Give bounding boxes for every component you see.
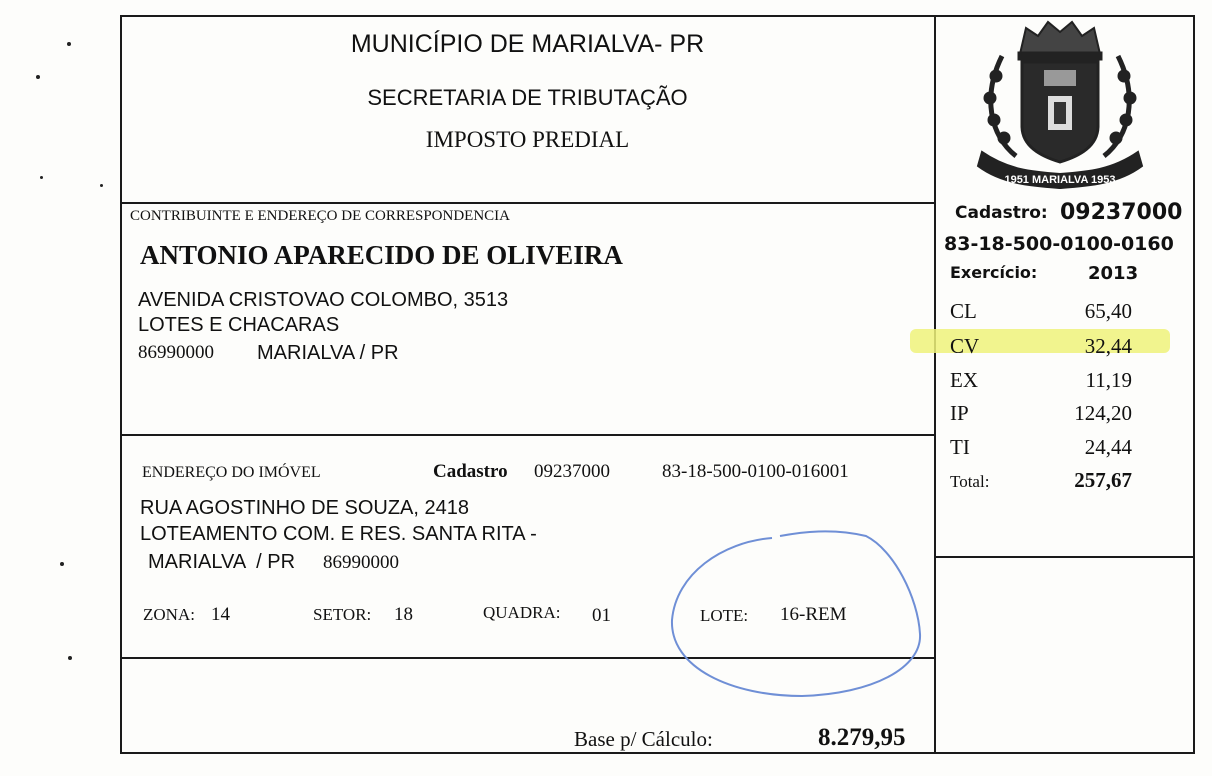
summary-row-value: 24,44: [1084, 435, 1132, 459]
summary-cadastro-label: Cadastro:: [955, 203, 1048, 223]
summary-row-value: 124,20: [1074, 401, 1132, 425]
summary-total-label: Total:: [950, 472, 990, 491]
scan-speck: [67, 42, 71, 46]
quadra-value: 01: [592, 605, 611, 626]
lote-label: LOTE:: [700, 606, 749, 625]
summary-row-value: 65,40: [1084, 299, 1132, 323]
row-divider-2: [120, 434, 935, 436]
frame-left: [120, 15, 122, 753]
property-cadastro-value: 09237000: [534, 461, 610, 482]
property-address-line2: LOTEAMENTO COM. E RES. SANTA RITA -: [140, 523, 537, 545]
taxpayer-section-label: CONTRIBUINTE E ENDEREÇO DE CORRESPONDENCIA: [130, 208, 510, 224]
scan-speck: [36, 75, 40, 79]
row-divider-1: [120, 202, 935, 204]
quadra-label: QUADRA:: [483, 603, 561, 622]
taxpayer-city: MARIALVA / PR: [257, 342, 399, 364]
property-code: 83-18-500-0100-016001: [662, 461, 849, 482]
lote-value: 16-REM: [780, 604, 847, 625]
right-divider: [934, 556, 1195, 558]
department-title: SECRETARIA DE TRIBUTAÇÃO: [367, 85, 688, 110]
summary-row-label: TI: [950, 435, 970, 459]
summary-code: 83-18-500-0100-0160: [944, 233, 1174, 255]
frame-bottom: [120, 752, 1195, 754]
setor-value: 18: [394, 604, 413, 625]
summary-row-label: IP: [950, 401, 969, 425]
taxpayer-address-line1: AVENIDA CRISTOVAO COLOMBO, 3513: [138, 289, 509, 311]
setor-label: SETOR:: [313, 605, 372, 624]
scan-speck: [68, 656, 72, 660]
scan-speck: [40, 176, 43, 179]
taxpayer-name: ANTONIO APARECIDO DE OLIVEIRA: [140, 240, 623, 270]
column-divider: [934, 15, 936, 753]
summary-total-value: 257,67: [1074, 468, 1132, 492]
property-city: MARIALVA / PR: [148, 551, 296, 573]
summary-row-label: EX: [950, 368, 978, 392]
scan-speck: [60, 562, 64, 566]
zona-value: 14: [211, 604, 230, 625]
taxpayer-cep: 86990000: [138, 342, 214, 363]
property-section-label: ENDEREÇO DO IMÓVEL: [142, 464, 321, 481]
summary-cadastro-value: 09237000: [1060, 200, 1183, 225]
tax-type-title: IMPOSTO PREDIAL: [425, 127, 630, 152]
emblem-ribbon-text: 1951 MARIALVA 1953: [1004, 174, 1116, 186]
property-cadastro-label: Cadastro: [433, 461, 508, 482]
pen-circle-mark: [662, 528, 932, 708]
base-label: Base p/ Cálculo:: [574, 727, 713, 751]
summary-row-label: CL: [950, 299, 977, 323]
summary-row-value: 11,19: [1085, 368, 1132, 392]
frame-right: [1193, 15, 1195, 753]
summary-row-label: CV: [950, 334, 980, 358]
base-value: 8.279,95: [818, 724, 906, 751]
summary-exercicio-label: Exercício:: [950, 263, 1038, 282]
property-cep: 86990000: [323, 552, 399, 573]
summary-row-value: 32,44: [1084, 334, 1132, 358]
summary-exercicio-value: 2013: [1088, 263, 1139, 284]
property-address-line1: RUA AGOSTINHO DE SOUZA, 2418: [140, 497, 469, 519]
taxpayer-address-line2: LOTES E CHACARAS: [138, 314, 340, 336]
city-coat-of-arms-icon: [972, 16, 1148, 196]
zona-label: ZONA:: [143, 605, 195, 624]
scan-speck: [100, 184, 103, 187]
municipality-title: MUNICÍPIO DE MARIALVA- PR: [350, 30, 705, 58]
